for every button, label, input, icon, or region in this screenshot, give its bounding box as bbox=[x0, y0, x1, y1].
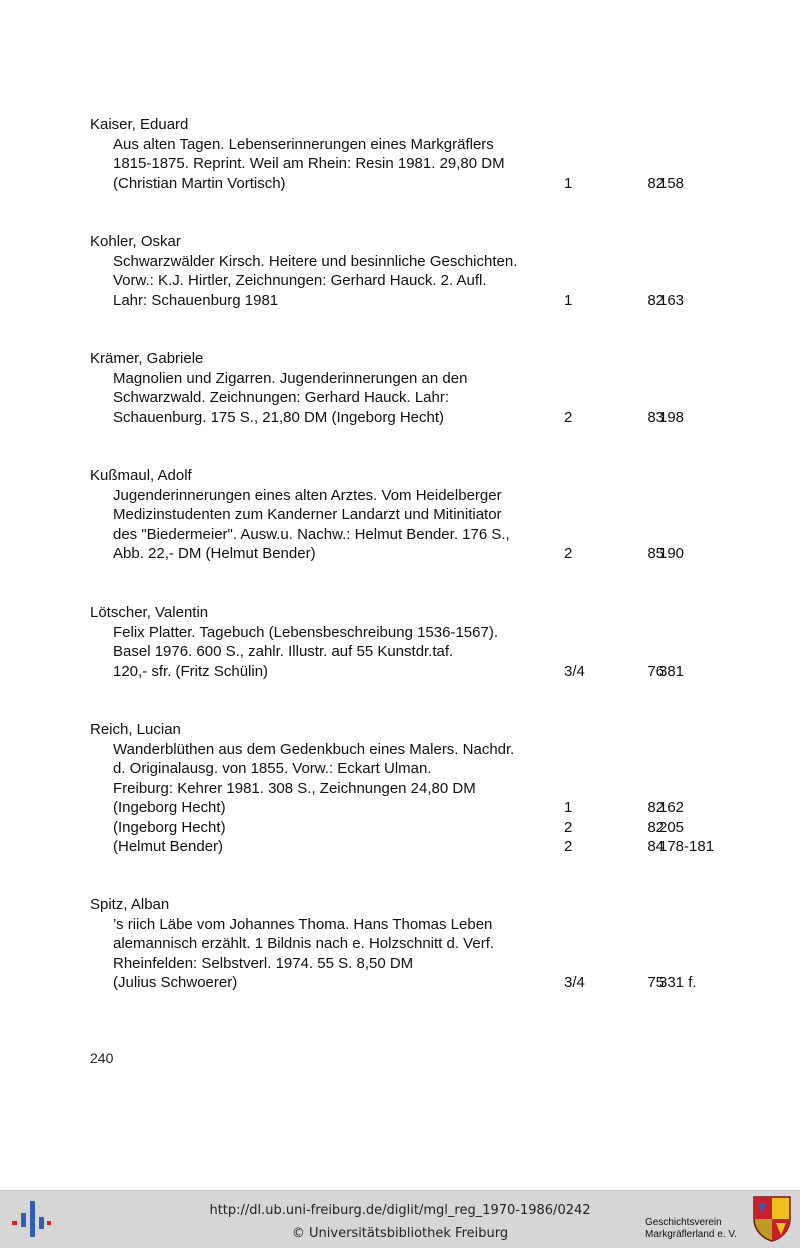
entry-text: Felix Platter. Tagebuch (Lebensbeschreibung 1536-1567). bbox=[113, 623, 498, 641]
bibliography-entry bbox=[90, 232, 750, 310]
entry-author: Kaiser, Eduard bbox=[90, 116, 189, 133]
entry-text: Vorw.: K.J. Hirtler, Zeichnungen: Gerhard Hauck. 2. Aufl. bbox=[113, 272, 487, 289]
volume-ref: 3/4 bbox=[564, 974, 585, 991]
page-ref: 178-181 bbox=[659, 838, 715, 855]
entry-text: des "Biedermeier". Ausw.u. Nachw.: Helmut Bender. 176 S., bbox=[113, 525, 510, 543]
entry-text: (Julius Schwoerer) bbox=[113, 974, 238, 991]
entry-text: Magnolien und Zigarren. Jugenderinnerungen an den bbox=[113, 369, 468, 387]
entry-text: Schwarzwald. Zeichnungen: Gerhard Hauck. Lahr: bbox=[113, 389, 450, 406]
entry-line bbox=[113, 505, 750, 525]
volume-ref: 1 bbox=[564, 291, 573, 309]
entry-line bbox=[113, 642, 750, 662]
entry-line bbox=[113, 174, 750, 194]
document-url-link[interactable]: http://dl.ub.uni-freiburg.de/diglit/mgl_reg_1970-1986/0242 bbox=[209, 1203, 591, 1218]
page-ref: 158 bbox=[659, 174, 685, 192]
volume-ref: 3/4 bbox=[564, 662, 585, 680]
entry-text: ’s riich Läbe vom Johannes Thoma. Hans Thomas Leben bbox=[113, 915, 493, 933]
entry-line bbox=[113, 779, 750, 799]
entry-text: Schwarzwälder Kirsch. Heitere und besinnliche Geschichten. bbox=[113, 252, 518, 270]
entry-line bbox=[113, 623, 750, 643]
year-ref: 82 bbox=[647, 799, 664, 816]
bibliography-entry bbox=[90, 466, 750, 564]
year-ref: 82 bbox=[647, 174, 664, 192]
entry-line bbox=[113, 759, 750, 779]
entry-author: Kohler, Oskar bbox=[90, 233, 181, 250]
entry-text: Abb. 22,- DM (Helmut Bender) bbox=[113, 545, 316, 562]
entry-text: Basel 1976. 600 S., zahlr. Illustr. auf 55 Kunstdr.taf. bbox=[113, 643, 454, 660]
entry-line bbox=[113, 271, 750, 291]
bibliography-entry bbox=[90, 895, 750, 993]
page-ref: 205 bbox=[659, 818, 685, 836]
volume-ref: 2 bbox=[564, 408, 573, 426]
entry-text: Rheinfelden: Selbstverl. 1974. 55 S. 8,50 DM bbox=[113, 954, 414, 972]
page-ref: 190 bbox=[659, 545, 685, 562]
entry-author: Spitz, Alban bbox=[90, 896, 170, 913]
entry-text: Schauenburg. 175 S., 21,80 DM (Ingeborg Hecht) bbox=[113, 408, 445, 426]
entry-line bbox=[113, 934, 750, 954]
entry-author: Krämer, Gabriele bbox=[90, 350, 204, 367]
entry-line bbox=[113, 915, 750, 935]
entry-line bbox=[113, 408, 750, 428]
entry-text: Aus alten Tagen. Lebenserinnerungen eines Markgräflers bbox=[113, 135, 494, 153]
page-number: 240 bbox=[90, 1050, 114, 1066]
volume-ref: 2 bbox=[564, 818, 573, 836]
entry-text: (Helmut Bender) bbox=[113, 838, 224, 855]
entry-text: (Ingeborg Hecht) bbox=[113, 818, 226, 836]
page-ref: 163 bbox=[659, 291, 685, 309]
page-ref: 162 bbox=[659, 799, 685, 816]
entry-text: Freiburg: Kehrer 1981. 308 S., Zeichnungen 24,80 DM bbox=[113, 779, 476, 797]
volume-ref: 1 bbox=[564, 174, 573, 192]
bibliography-entry bbox=[90, 115, 750, 193]
viewer-footer bbox=[0, 1190, 800, 1248]
entry-line bbox=[113, 525, 750, 545]
entry-text: 1815-1875. Reprint. Weil am Rhein: Resin 1981. 29,80 DM bbox=[113, 155, 505, 172]
entry-text: Lahr: Schauenburg 1981 bbox=[113, 291, 279, 309]
entry-line bbox=[113, 954, 750, 974]
society-crest-icon[interactable] bbox=[752, 1195, 792, 1243]
volume-ref: 2 bbox=[564, 838, 573, 855]
entry-text: (Christian Martin Vortisch) bbox=[113, 174, 286, 192]
entry-author: Reich, Lucian bbox=[90, 721, 181, 738]
entry-line bbox=[113, 252, 750, 272]
entry-line bbox=[113, 818, 750, 838]
entry-author: Lötscher, Valentin bbox=[90, 604, 209, 621]
entry-text: alemannisch erzählt. 1 Bildnis nach e. Holzschnitt d. Verf. bbox=[113, 935, 495, 952]
entry-text: d. Originalausg. von 1855. Vorw.: Eckart Ulman. bbox=[113, 760, 432, 777]
bibliography-entry bbox=[90, 720, 750, 857]
year-ref: 83 bbox=[647, 408, 664, 426]
entry-line bbox=[113, 291, 750, 311]
society-name-line2: Markgräflerland e. V. bbox=[645, 1229, 737, 1240]
entry-line bbox=[113, 154, 750, 174]
entry-text: 120,- sfr. (Fritz Schülin) bbox=[113, 662, 269, 680]
entry-line bbox=[113, 388, 750, 408]
page-ref: 331 f. bbox=[659, 974, 697, 991]
society-name-line1: Geschichtsverein bbox=[645, 1217, 722, 1228]
page-ref: 381 bbox=[659, 662, 685, 680]
entry-text: Medizinstudenten zum Kanderner Landarzt und Mitinitiator bbox=[113, 506, 502, 523]
copyright-text: © Universitätsbibliothek Freiburg bbox=[291, 1226, 509, 1241]
year-ref: 75 bbox=[647, 974, 664, 991]
entry-author: Kußmaul, Adolf bbox=[90, 467, 192, 484]
entry-text: (Ingeborg Hecht) bbox=[113, 799, 226, 816]
entry-line bbox=[113, 135, 750, 155]
entry-text: Wanderblüthen aus dem Gedenkbuch eines Malers. Nachdr. bbox=[113, 740, 515, 758]
entry-line bbox=[113, 369, 750, 389]
entry-line bbox=[113, 973, 750, 993]
bibliography-entry bbox=[90, 349, 750, 427]
entry-line bbox=[113, 837, 750, 857]
entry-line bbox=[113, 740, 750, 760]
volume-ref: 2 bbox=[564, 545, 573, 562]
society-name bbox=[645, 1217, 737, 1241]
page-ref: 198 bbox=[659, 408, 685, 426]
year-ref: 82 bbox=[647, 818, 664, 836]
entry-line bbox=[113, 486, 750, 506]
year-ref: 84 bbox=[647, 838, 664, 855]
bibliography-entry bbox=[90, 603, 750, 681]
entry-line bbox=[113, 798, 750, 818]
entry-line bbox=[113, 544, 750, 564]
entry-text: Jugenderinnerungen eines alten Arztes. Vom Heidelberger bbox=[113, 486, 502, 504]
year-ref: 85 bbox=[647, 545, 664, 562]
year-ref: 82 bbox=[647, 291, 664, 309]
entry-line bbox=[113, 662, 750, 682]
year-ref: 76 bbox=[647, 662, 664, 680]
volume-ref: 1 bbox=[564, 799, 573, 816]
